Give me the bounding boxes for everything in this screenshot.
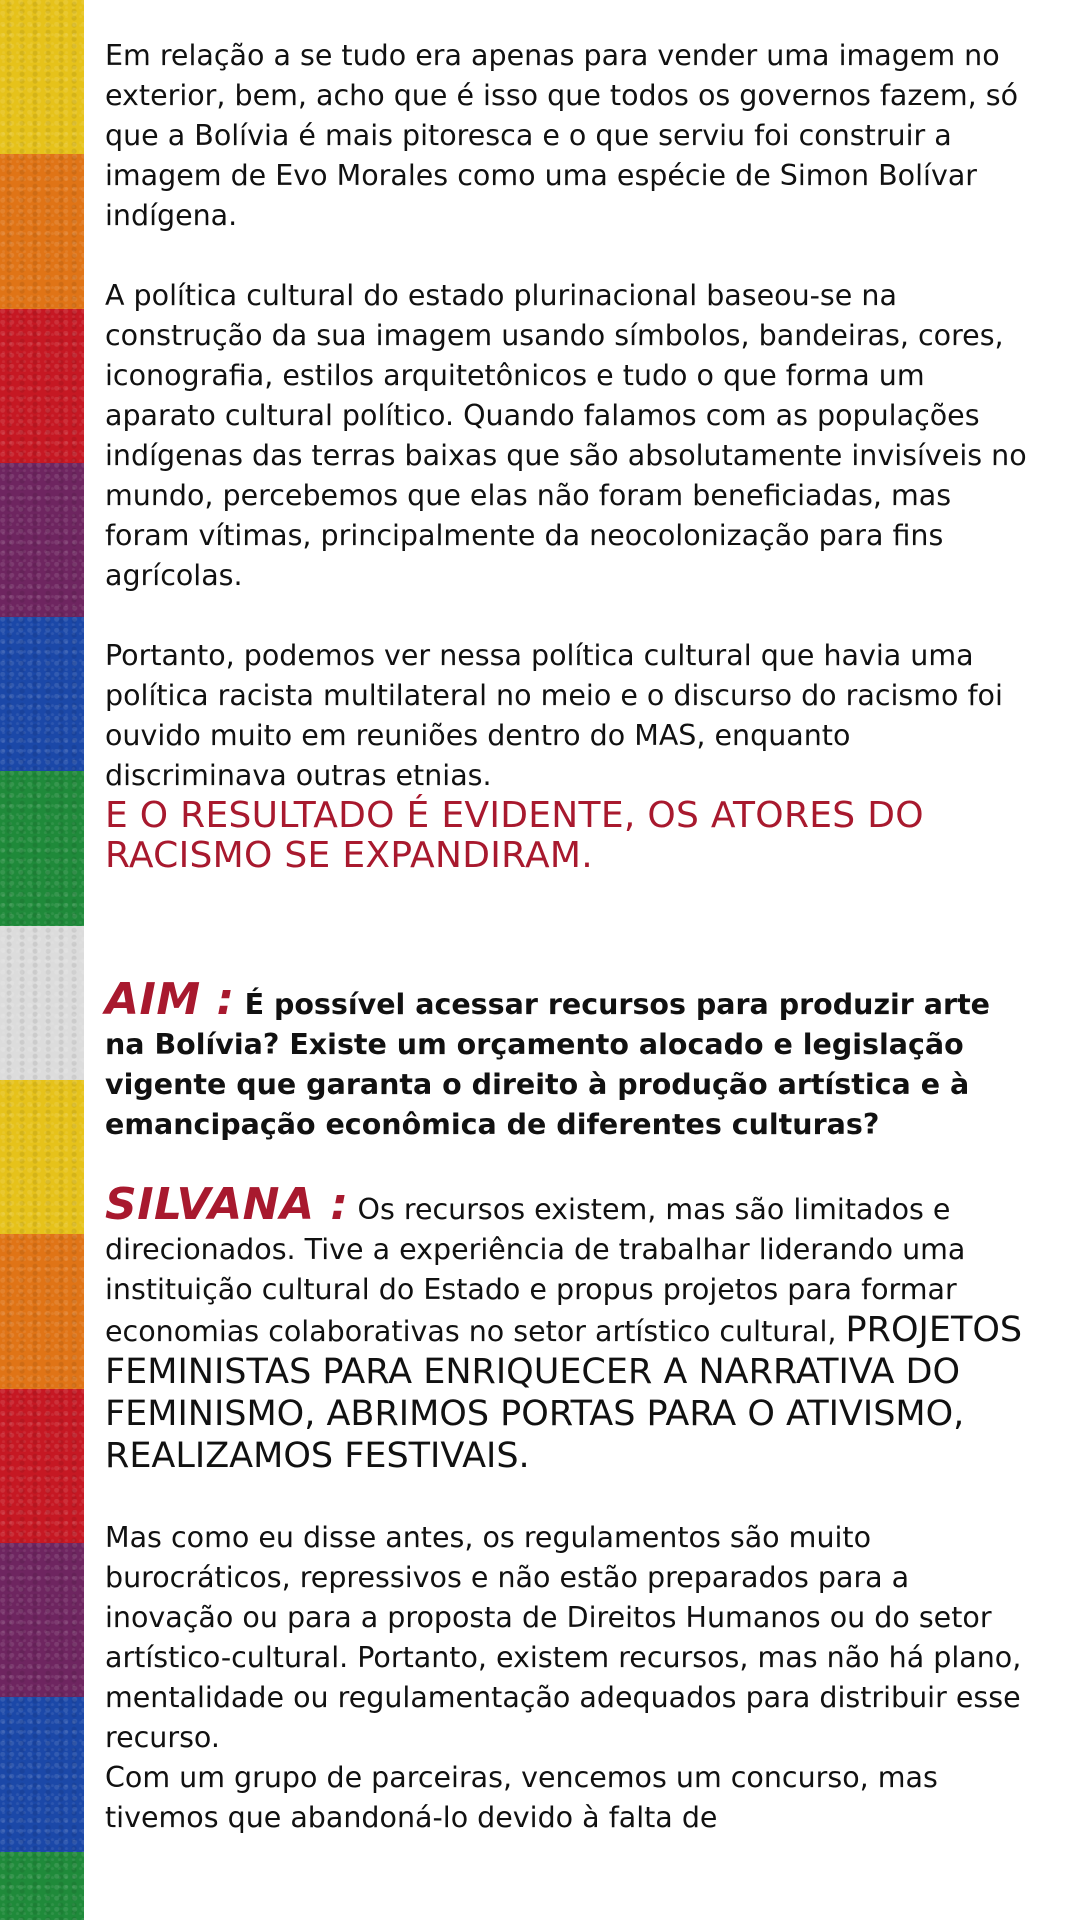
interview-question (105, 974, 1030, 1145)
stripe-band (0, 1234, 84, 1388)
stripe-band (0, 1697, 84, 1851)
paragraph-1: Em relação a se tudo era apenas para vender uma imagem no exterior, bem, acho que é isso que todos os governos fazem, só que a Bolívia é mais pitoresca e o que serviu foi construir a imagem de Evo Morales como uma espécie de Simon Bolívar indígena. (105, 39, 1019, 232)
stripe-band (0, 926, 84, 1080)
color-stripe (0, 0, 84, 1920)
highlight-quote: E O RESULTADO É EVIDENTE, OS ATORES DO RACISMO SE EXPANDIRAM. (105, 795, 924, 876)
speaker-label-aim: AIM : (105, 974, 235, 1025)
stripe-band (0, 1389, 84, 1543)
paragraph-5: Com um grupo de parceiras, vencemos um concurso, mas tivemos que abandoná-lo devido à falta de (105, 1761, 938, 1834)
paragraph-4: Mas como eu disse antes, os regulamentos são muito burocráticos, repressivos e não estão preparados para a inovação ou para a proposta de Direitos Humanos ou do setor artístico-cultural. Portanto, existem recursos, mas não há plano, mentalidade ou regulamentação adequados para distribuir esse recurso. (105, 1521, 1022, 1754)
stripe-band (0, 1543, 84, 1697)
stripe-band (0, 463, 84, 617)
paragraph-3: Portanto, podemos ver nessa política cultural que havia uma política racista multilateral no meio e o discurso do racismo foi ouvido muito em reuniões dentro do MAS, enquanto discriminava outras etnias. (105, 639, 1003, 792)
answer-text: Os recursos existem, mas são limitados e direcionados. Tive a experiência de trabalhar liderando uma instituição cultural do Estado e propus projetos para formar economias colaborativas no setor artístico cultural, (105, 1193, 966, 1348)
stripe-band (0, 309, 84, 463)
interview-answer (105, 1179, 1030, 1478)
stripe-band (0, 1080, 84, 1234)
answer-emphasis: PROJETOS FEMINISTAS PARA ENRIQUECER A NARRATIVA DO FEMINISMO, ABRIMOS PORTAS PARA O ATIVISMO, REALIZAMOS FESTIVAIS. (105, 1310, 1023, 1476)
stripe-band (0, 0, 84, 154)
stripe-band (0, 617, 84, 771)
paragraph-2: A política cultural do estado plurinacional baseou-se na construção da sua imagem usando símbolos, bandeiras, cores, iconografia, estilos arquitetônicos e tudo o que forma um aparato cultural político. Quando falamos com as populações indígenas das terras baixas que são absolutamente invisíveis no mundo, percebemos que elas não foram beneficiadas, mas foram vítimas, principalmente da neocolonização para fins agrícolas. (105, 279, 1027, 592)
speaker-label-silvana: SILVANA : (105, 1179, 349, 1230)
stripe-band (0, 154, 84, 308)
stripe-band (0, 1852, 84, 1920)
question-text: É possível acessar recursos para produzir arte na Bolívia? Existe um orçamento alocado e legislação vigente que garanta o direito à produção artística e à emancipação econômica de diferentes culturas? (105, 988, 991, 1141)
stripe-band (0, 771, 84, 925)
article-body (105, 36, 1030, 1838)
